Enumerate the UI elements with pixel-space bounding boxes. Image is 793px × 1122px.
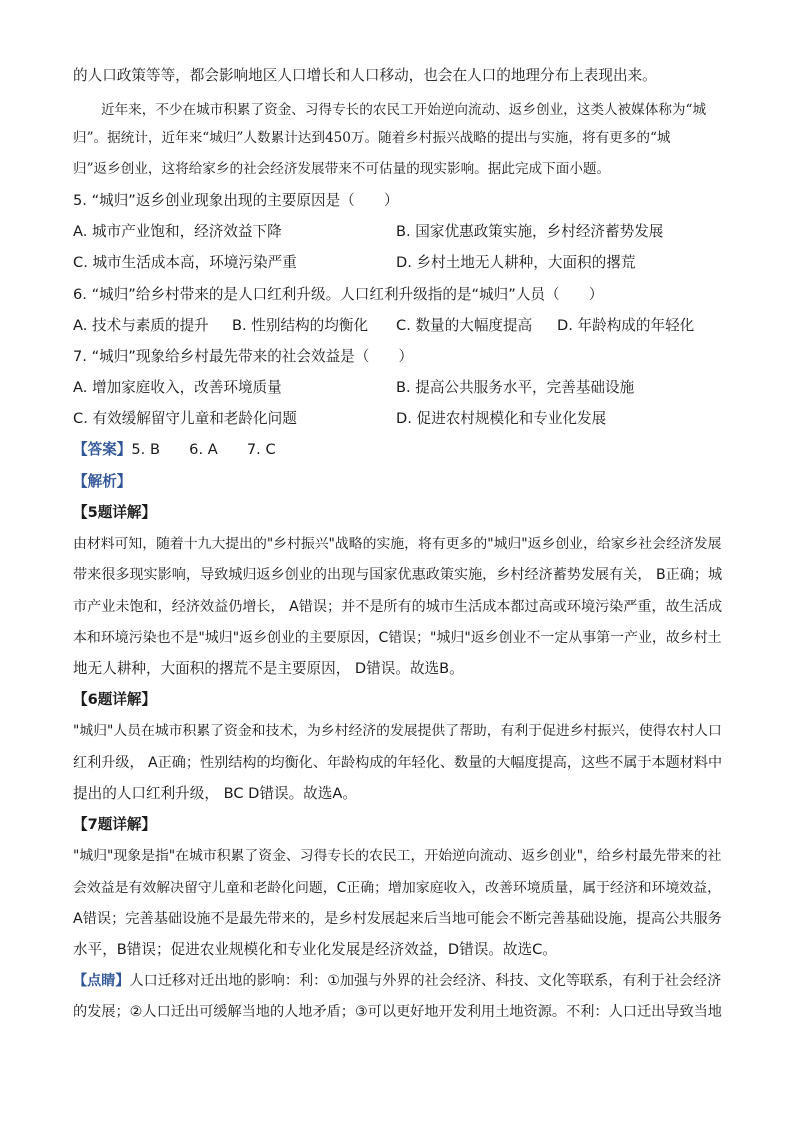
detail-6-line-2: 红利升级， A正确；性别结构的均衡化、年龄构成的年轻化、数量的大幅度提高，这些不属于本题材料中 — [73, 755, 723, 771]
answer-label: 【答案】 — [73, 441, 132, 458]
question-5-option-b: B. 国家优惠政策实施，乡村经济蓄势发展 — [396, 223, 664, 240]
detail-6-title: 【6题详解】 — [73, 691, 157, 708]
analysis-line — [73, 472, 131, 492]
analysis-label: 【解析】 — [73, 473, 132, 490]
tip-text-1: 人口迁移对迁出地的影响：利：①加强与外界的社会经济、科技、文化等联系，有利于社会经济 — [129, 973, 722, 989]
detail-5-line-2: 带来很多现实影响，导致城归返乡创业的出现与国家优惠政策实施，乡村经济蓄势发展有关， B正确；城 — [73, 567, 723, 583]
intro-tail-text: 的人口政策等等，都会影响地区人口增长和人口移动，也会在人口的地理分布上表现出来。 — [73, 67, 657, 84]
material-line-3: 归”返乡创业，这将给家乡的社会经济发展带来不可估量的现实影响。据此完成下面小题。 — [73, 161, 611, 177]
material-line-1: 近年来，不少在城市积累了资金、习得专长的农民工开始逆向流动、返乡创业，这类人被媒体称为“城 — [101, 102, 707, 118]
detail-5-title: 【5题详解】 — [73, 504, 157, 521]
detail-5-line-5: 地无人耕种，大面积的撂荒不是主要原因， D错误。故选B。 — [73, 660, 464, 677]
detail-5-line-4: 本和环境污染也不是"城归"返乡创业的主要原因，C错误；"城归"返乡创业不一定从事第一产业，故乡村土 — [73, 630, 722, 646]
detail-7-title: 【7题详解】 — [73, 816, 157, 833]
detail-7-line-3: A错误；完善基础设施不是最先带来的，是乡村发展起来后当地可能会不断完善基础设施，提高公共服务 — [73, 911, 722, 927]
tip-label: 【点睛】 — [73, 973, 130, 989]
tip-line-1 — [73, 971, 721, 991]
question-6-stem: 6. “城归”给乡村带来的是人口红利升级。人口红利升级指的是“城归”人员（ ） — [73, 286, 604, 303]
question-7-option-c: C. 有效缓解留守儿童和老龄化问题 — [73, 410, 297, 427]
question-7-option-b: B. 提高公共服务水平，完善基础设施 — [396, 379, 635, 396]
detail-6-line-3: 提出的人口红利升级， BC D错误。故选A。 — [73, 785, 357, 802]
answer-line — [73, 440, 276, 460]
question-5-option-a: A. 城市产业饱和，经济效益下降 — [73, 223, 282, 240]
question-7-option-d: D. 促进农村规模化和专业化发展 — [396, 410, 607, 427]
detail-7-line-4: 水平，B错误；促进农业规模化和专业化发展是经济效益，D错误。故选C。 — [73, 941, 557, 958]
question-7-stem: 7. “城归”现象给乡村最先带来的社会效益是（ ） — [73, 348, 414, 365]
detail-7-line-1: "城归"现象是指"在城市积累了资金、习得专长的农民工，开始逆向流动、返乡创业"，给乡村最先带来的社 — [73, 848, 722, 864]
question-5-option-d: D. 乡村土地无人耕种，大面积的撂荒 — [396, 254, 636, 271]
material-line-2: 归”。据统计，近年来“城归”人数累计达到450万。随着乡村振兴战略的提出与实施，将有更多的“城 — [73, 130, 671, 146]
detail-7-line-2: 会效益是有效解决留守儿童和老龄化问题，C正确；增加家庭收入，改善环境质量，属于经济和环境效益， — [73, 880, 721, 896]
tip-line-2: 的发展；②人口迁出可缓解当地的人地矛盾；③可以更好地开发利用土地资源。不利：人口迁出导致当地 — [73, 1004, 722, 1020]
detail-6-line-1: "城归"人员在城市积累了资金和技术，为乡村经济的发展提供了帮助，有利于促进乡村振兴，使得农村人口 — [73, 723, 722, 739]
question-6-option-c: C. 数量的大幅度提高 — [396, 317, 533, 334]
detail-5-line-1: 由材料可知，随着十九大提出的"乡村振兴"战略的实施，将有更多的"城归"返乡创业，给家乡社会经济发展 — [73, 536, 722, 552]
question-5-stem: 5. “城归”返乡创业现象出现的主要原因是（ ） — [73, 192, 399, 209]
question-6-option-d: D. 年龄构成的年轻化 — [557, 317, 695, 334]
question-6-option-b: B. 性别结构的均衡化 — [232, 317, 369, 334]
detail-5-line-3: 市产业未饱和，经济效益仍增长， A错误；并不是所有的城市生活成本都过高或环境污染严重，故生活成 — [73, 599, 723, 615]
question-6-option-a: A. 技术与素质的提升 — [73, 317, 209, 334]
question-5-option-c: C. 城市生活成本高，环境污染严重 — [73, 254, 297, 271]
answer-values: 5. B 6. A 7. C — [131, 441, 276, 458]
question-7-option-a: A. 增加家庭收入，改善环境质量 — [73, 379, 282, 396]
